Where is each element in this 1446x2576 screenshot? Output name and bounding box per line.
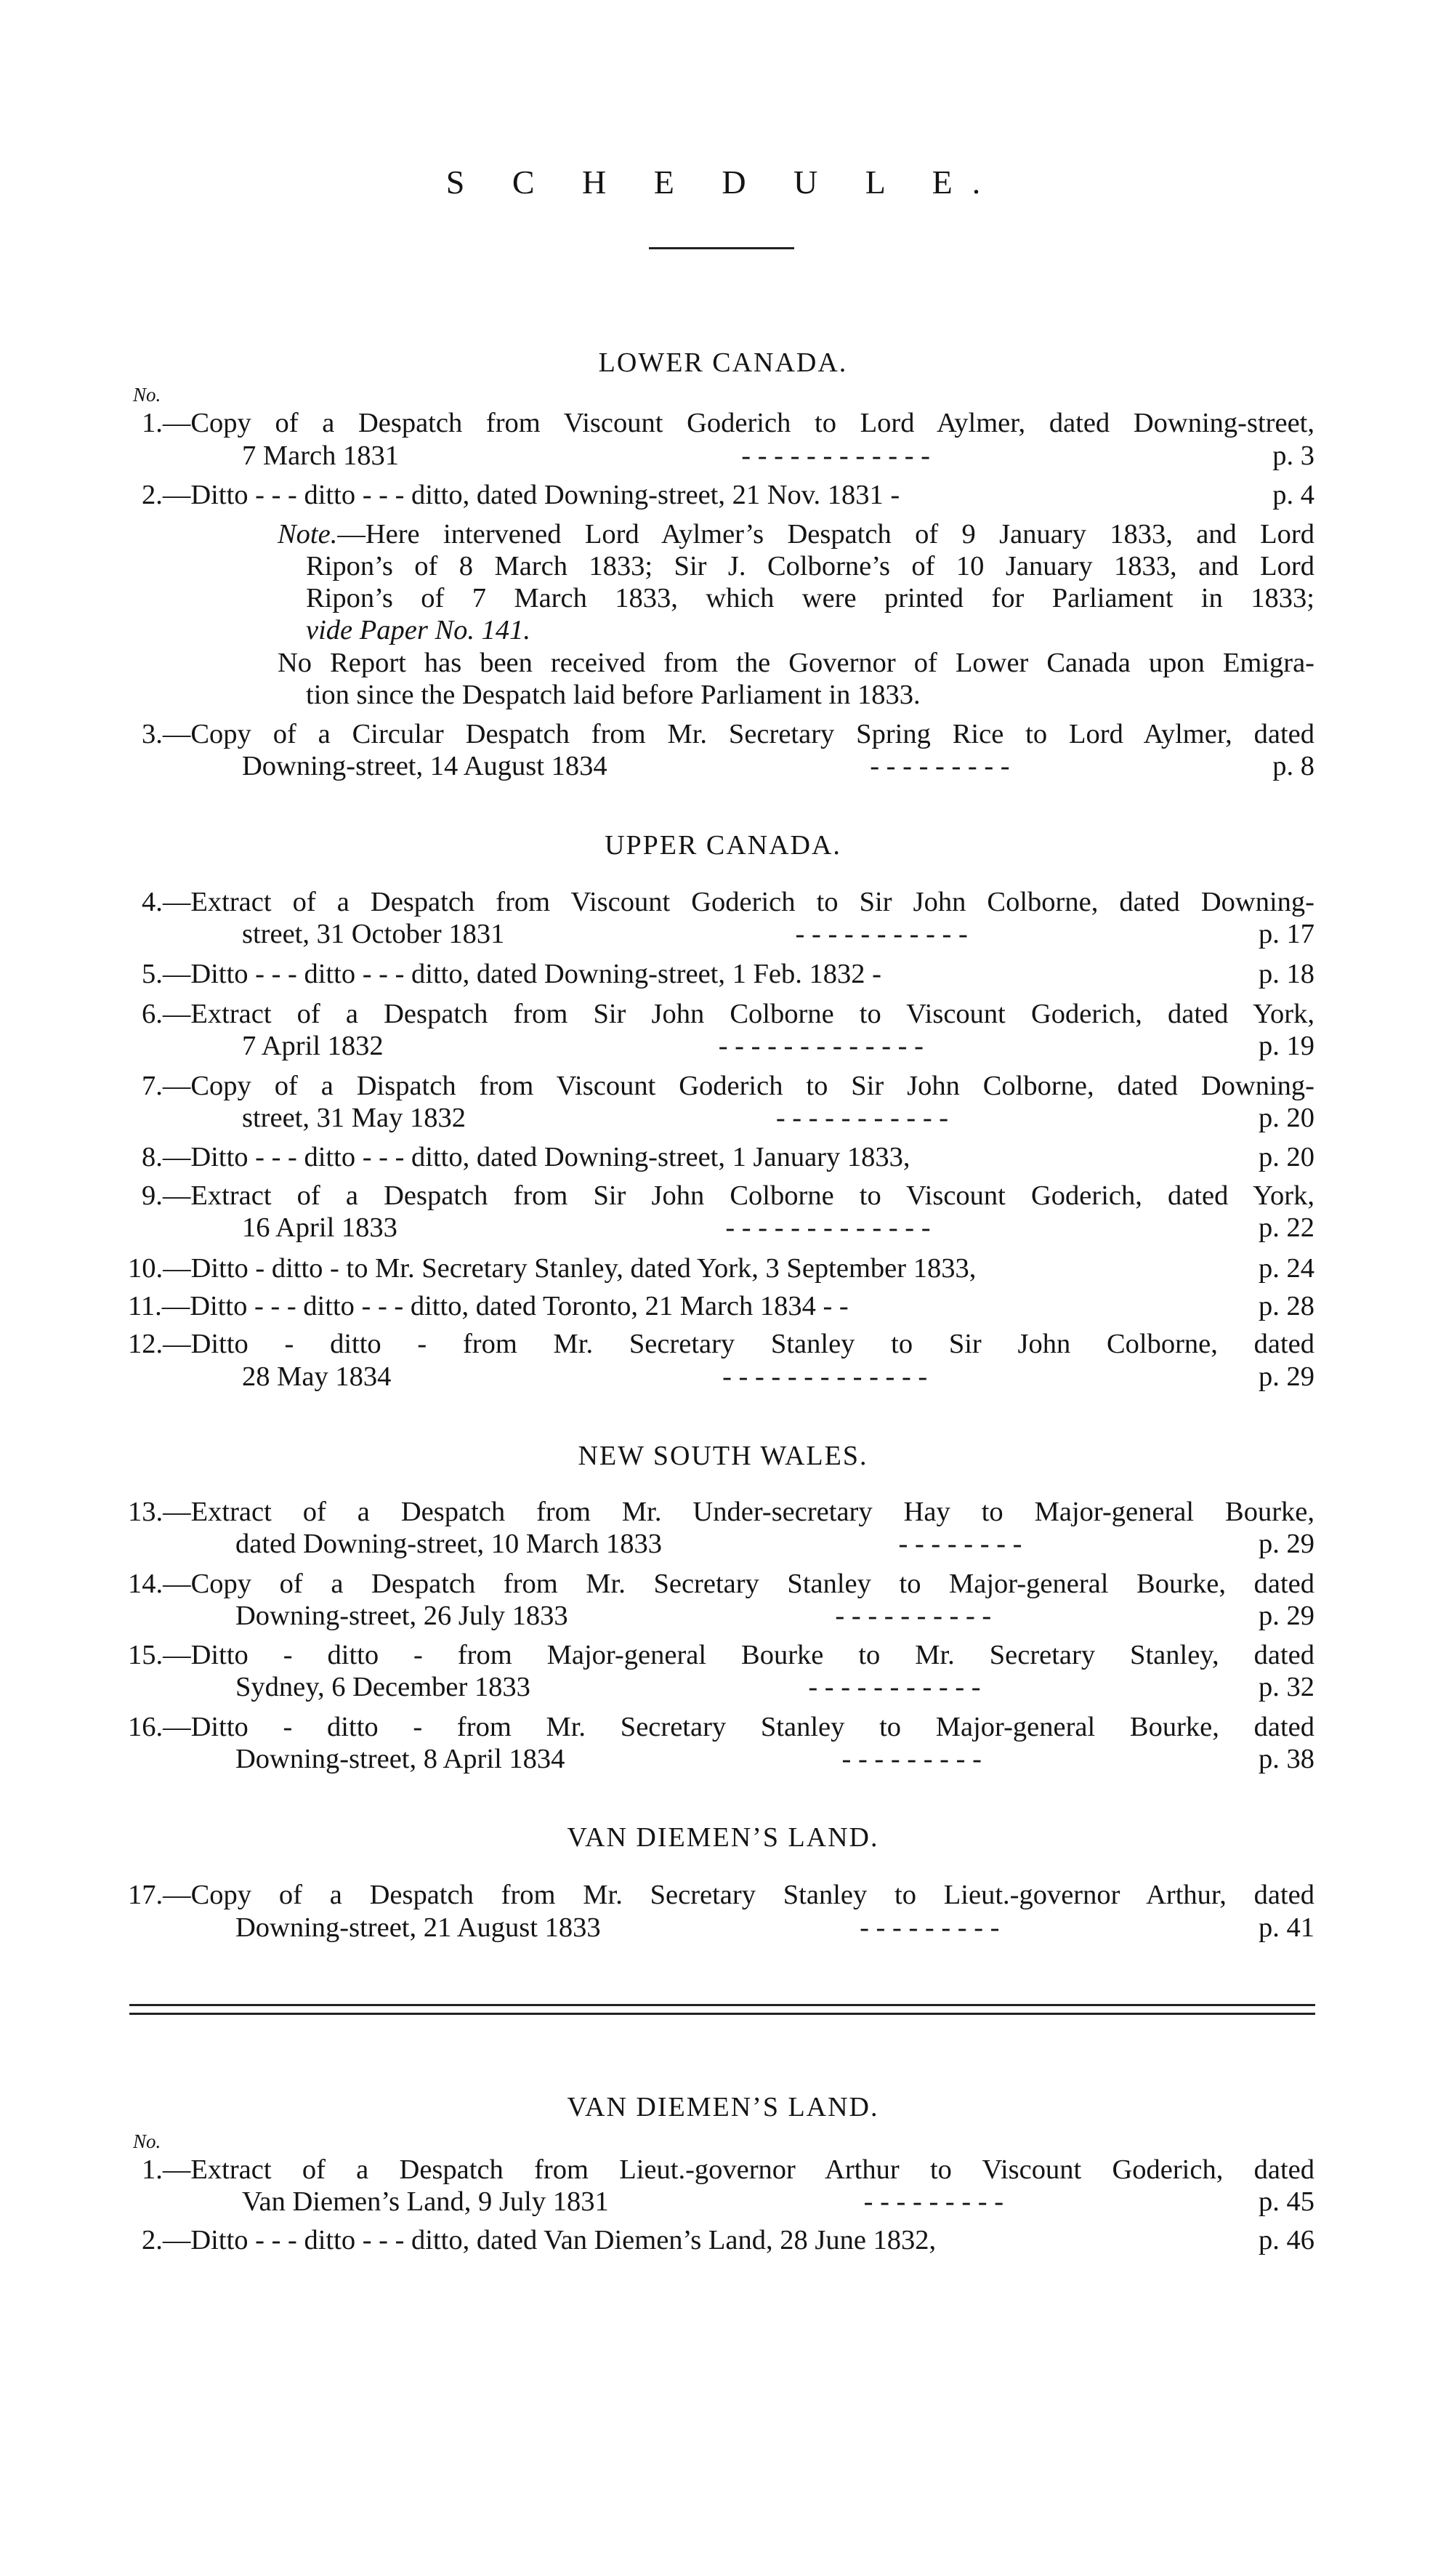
entry-date: 16 April 1833 <box>242 1212 397 1243</box>
entry-12-line-2 <box>242 1363 1314 1391</box>
entry-text: 2.—Ditto - - - ditto - - - ditto, dated Van Diemen’s Land, 28 June 1832, <box>142 2225 937 2255</box>
entry-date: 7 March 1831 <box>242 440 399 471</box>
entry-7-line-2 <box>242 1104 1314 1132</box>
entry-15-line-2 <box>235 1673 1314 1702</box>
entry-9-line-1: 9.—Extract of a Despatch from Sir John Colborne to Viscount Goderich, dated York, <box>142 1180 1314 1211</box>
report-line-2: tion since the Despatch laid before Parliament in 1833. <box>306 680 921 710</box>
entry-14-line-1: 14.—Copy of a Despatch from Mr. Secretary Stanley to Major-general Bourke, dated <box>128 1569 1314 1599</box>
entry-date: street, 31 May 1832 <box>242 1103 466 1133</box>
page-reference: p. 3 <box>1272 440 1314 471</box>
leader-dashes: - - - - - - - - - - - - - <box>718 1031 924 1061</box>
section-heading-van-diemens-land: VAN DIEMEN’S LAND. <box>567 1822 879 1853</box>
leader-dashes: - - - - - - - - - <box>863 2186 1004 2217</box>
entry-text: 10.—Ditto - ditto - to Mr. Secretary Stanley, dated York, 3 September 1833, <box>128 1253 977 1284</box>
leader-dashes: - - - - - - - - - - - <box>775 1103 949 1133</box>
entry-5-line-1 <box>142 960 1314 989</box>
note-line-2: Ripon’s of 8 March 1833; Sir J. Colborne’s of 10 January 1833, and Lord <box>306 551 1314 581</box>
note-line-1 <box>278 520 1314 549</box>
entry-17-line-2 <box>235 1914 1314 1942</box>
entry-text: 11.—Ditto - - - ditto - - - ditto, dated Toronto, 21 March 1834 - - <box>128 1291 849 1321</box>
leader-dashes: - - - - - - - - - - - - <box>741 440 930 471</box>
section-heading-new-south-wales: NEW SOUTH WALES. <box>578 1441 868 1471</box>
number-column-label: No. <box>133 384 161 406</box>
page-reference: p. 8 <box>1272 751 1314 781</box>
page-reference: p. 29 <box>1259 1361 1314 1392</box>
entry-date: Sydney, 6 December 1833 <box>235 1672 530 1702</box>
leader-dashes: - - - - - - - - - - - - - <box>722 1361 928 1392</box>
page-reference: p. 46 <box>1259 2225 1314 2255</box>
leader-dashes: - - - - - - - - - <box>870 751 1010 781</box>
leader-dashes: - - - - - - - - - <box>841 1744 982 1774</box>
section-heading-upper-canada: UPPER CANADA. <box>605 830 841 861</box>
entry-11-line-1 <box>128 1292 1314 1321</box>
leader-dashes: - - - - - - - - - - <box>835 1601 992 1631</box>
entry-17-line-1: 17.—Copy of a Despatch from Mr. Secretary Stanley to Lieut.-governor Arthur, dated <box>128 1880 1314 1910</box>
vdl-entry-2-line-1 <box>142 2226 1314 2255</box>
page-reference: p. 20 <box>1258 1103 1314 1133</box>
page-reference: p. 41 <box>1259 1912 1314 1943</box>
note-text: Note.—Here intervened Lord Aylmer’s Despatch of 9 January 1833, and Lord <box>278 519 1314 550</box>
entry-2-line-1 <box>142 481 1314 510</box>
entry-13-line-2 <box>235 1530 1314 1558</box>
leader-dashes: - - - - - - - - - - - <box>808 1672 981 1702</box>
entry-12-line-1: 12.—Ditto - ditto - from Mr. Secretary Stanley to Sir John Colborne, dated <box>128 1329 1314 1359</box>
leader-dashes: - - - - - - - - - - - - - <box>725 1212 931 1243</box>
entry-9-line-2 <box>242 1214 1314 1242</box>
section-divider-rule <box>129 2013 1315 2015</box>
page-reference: p. 29 <box>1259 1529 1314 1559</box>
entry-6-line-2 <box>242 1032 1314 1060</box>
title-rule <box>649 247 794 249</box>
entry-text: 5.—Ditto - - - ditto - - - ditto, dated Downing-street, 1 Feb. 1832 - <box>142 959 881 989</box>
page-reference: p. 19 <box>1258 1031 1314 1061</box>
page-reference: p. 24 <box>1259 1253 1314 1284</box>
leader-dashes: - - - - - - - - - - - <box>795 919 968 949</box>
leader-dashes: - - - - - - - - - <box>860 1912 1000 1943</box>
entry-3-line-1: 3.—Copy of a Circular Despatch from Mr. Secretary Spring Rice to Lord Aylmer, dated <box>142 719 1314 749</box>
section-divider-rule <box>129 2004 1315 2006</box>
entry-13-line-1: 13.—Extract of a Despatch from Mr. Under-secretary Hay to Major-general Bourke, <box>128 1497 1314 1527</box>
entry-date: Van Diemen’s Land, 9 July 1831 <box>242 2186 609 2217</box>
entry-date: 7 April 1832 <box>242 1031 384 1061</box>
vdl-entry-1-line-1: 1.—Extract of a Despatch from Lieut.-governor Arthur to Viscount Goderich, dated <box>142 2154 1314 2185</box>
entry-7-line-1: 7.—Copy of a Dispatch from Viscount Goderich to Sir John Colborne, dated Downing- <box>142 1071 1314 1101</box>
page-reference: p. 32 <box>1259 1672 1314 1702</box>
section-heading-lower-canada: LOWER CANADA. <box>598 347 848 378</box>
number-column-label: No. <box>133 2130 161 2152</box>
entry-date: Downing-street, 26 July 1833 <box>235 1601 568 1631</box>
entry-date: dated Downing-street, 10 March 1833 <box>235 1529 662 1559</box>
entry-1-line-1: 1.—Copy of a Despatch from Viscount Goderich to Lord Aylmer, dated Downing-street, <box>142 408 1314 438</box>
page-title: S C H E D U L E. <box>445 164 1001 201</box>
entry-15-line-1: 15.—Ditto - ditto - from Major-general Bourke to Mr. Secretary Stanley, dated <box>128 1640 1314 1670</box>
entry-10-line-1 <box>128 1255 1314 1283</box>
entry-date: Downing-street, 8 April 1834 <box>235 1744 565 1774</box>
entry-text: 2.—Ditto - - - ditto - - - ditto, dated Downing-street, 21 Nov. 1831 - <box>142 480 900 510</box>
entry-16-line-2 <box>235 1745 1314 1774</box>
note-line-4: vide Paper No. 141. <box>306 615 531 645</box>
entry-date: Downing-street, 21 August 1833 <box>235 1912 601 1943</box>
page-reference: p. 45 <box>1258 2186 1314 2217</box>
entry-3-line-2 <box>242 752 1314 781</box>
note-lead-word: Note. <box>278 519 338 550</box>
leader-dashes: - - - - - - - - <box>898 1529 1022 1559</box>
entry-6-line-1: 6.—Extract of a Despatch from Sir John Colborne to Viscount Goderich, dated York, <box>142 999 1314 1029</box>
entry-date: Downing-street, 14 August 1834 <box>242 751 607 781</box>
page-reference: p. 4 <box>1272 480 1314 510</box>
section-heading-van-diemens-land-2: VAN DIEMEN’S LAND. <box>567 2092 879 2122</box>
entry-4-line-2 <box>242 920 1314 949</box>
entry-4-line-1: 4.—Extract of a Despatch from Viscount Goderich to Sir John Colborne, dated Downing- <box>142 887 1314 917</box>
page-reference: p. 29 <box>1259 1601 1314 1631</box>
page-reference: p. 38 <box>1259 1744 1314 1774</box>
page-reference: p. 28 <box>1259 1291 1314 1321</box>
entry-16-line-1: 16.—Ditto - ditto - from Mr. Secretary Stanley to Major-general Bourke, dated <box>128 1712 1314 1742</box>
entry-14-line-2 <box>235 1602 1314 1630</box>
entry-text: 8.—Ditto - - - ditto - - - ditto, dated Downing-street, 1 January 1833, <box>142 1142 910 1172</box>
vdl-entry-1-line-2 <box>242 2188 1314 2216</box>
entry-date: 28 May 1834 <box>242 1361 392 1392</box>
page-reference: p. 20 <box>1259 1142 1314 1172</box>
entry-1-line-2 <box>242 442 1314 470</box>
page-reference: p. 22 <box>1258 1212 1314 1243</box>
page-reference: p. 17 <box>1259 919 1314 949</box>
note-line-3: Ripon’s of 7 March 1833, which were printed for Parliament in 1833; <box>306 583 1314 613</box>
report-line-1: No Report has been received from the Governor of Lower Canada upon Emigra- <box>278 648 1314 678</box>
entry-date: street, 31 October 1831 <box>242 919 505 949</box>
entry-8-line-1 <box>142 1143 1314 1172</box>
page-reference: p. 18 <box>1259 959 1314 989</box>
